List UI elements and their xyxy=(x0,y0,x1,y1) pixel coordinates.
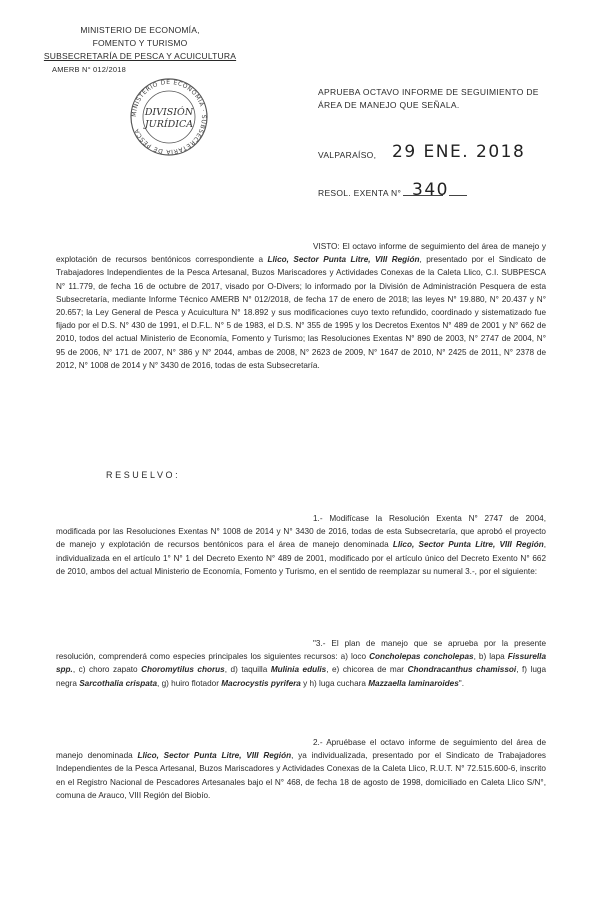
place-label: VALPARAÍSO, xyxy=(318,150,377,160)
number-blank-2 xyxy=(449,195,467,196)
division-juridica-seal xyxy=(128,76,210,158)
seal-ring-text: MINISTERIO DE ECONOMÍA · SUBSECRETARÍA DE PESCA xyxy=(130,78,208,156)
resolution-label: RESOL. EXENTA N° xyxy=(318,188,402,198)
seal-text-juridica: JURÍDICA xyxy=(144,119,194,130)
area-name: Llico, Sector Punta Litre, VIII Región xyxy=(267,255,420,265)
amerb-reference: AMERB N° 012/2018 xyxy=(52,65,126,74)
species-name: Concholepas concholepas xyxy=(369,652,474,662)
visto-paragraph: VISTO: El octavo informe de seguimiento del área de manejo y explotación de recursos bentónicos correspondiente a Llico, Sector Punta Litre, VIII Región, presentado por el Sindicato de Trabajadores Independientes de la Pesca Artesanal, Buzos Mariscadores y Actividades Conexas de la Caleta Llico, C.I. SUBPESCA N° 11.779, de fecha 16 de octubre de 2017, visado por O-Divers; lo informado por la División de Administración Pesquera de esta Subsecretaría, mediante Informe Técnico AMERB N° 012/2018, de fecha 17 de enero de 2018; las leyes N° 19.880, N° 20.437 y N° 20.657; la Ley General de Pesca y Acuicultura N° 18.892 y sus modificaciones cuyo texto refundido, coordinado y sistematizado fue fijado por el D.S. N° 430 de 1991, el D.F.L. N° 5 de 1983, el D.S. N° 355 de 1995 y los Decretos Exentos N° 489 de 2001 y N° 662 de 2010, todos del actual Ministerio de Economía, Fomento y Turismo; las Resoluciones Exentas N° 890 de 2003, N° 2747 de 2004, N° 95 de 2006, N° 171 de 2007, N° 386 y N° 2044, ambas de 2008, N° 2623 de 2009, N° 1647 de 2010, N° 2425 de 2011, N° 2378 de 2012, N° 1008 de 2014 y N° 3430 de 2016, todas de esta Subsecretaría. xyxy=(56,242,546,370)
species-name: Mulinia edulis xyxy=(270,665,327,675)
letterhead xyxy=(30,24,250,76)
species-name: Sarcothalia crispata xyxy=(79,678,158,688)
species-name: Chondracanthus chamissoi xyxy=(407,665,517,675)
seal-text-division: DIVISIÓN xyxy=(144,107,194,118)
species-name: Macrocystis pyrifera xyxy=(221,678,301,688)
resolution-number: 340 xyxy=(412,180,449,200)
species-name: Fissurella spp. xyxy=(56,652,547,675)
quoted-numeral-3: "3.- El plan de manejo que se aprueba por la presente resolución, comprenderá como especies principales los siguientes recursos: a) loco Concholepas concholepas, b) lapa Fissurella spp., c) choro zapato Choromytilus chorus, d) taquilla Mulinia edulis, e) chicorea de mar Chondracanthus chamissoi, f) luga negra Sarcothalia crispata, g) huiro flotador Macrocystis pyrifera y h) luga cuchara Mazzaella laminaroides". xyxy=(56,639,547,688)
area-name: Llico, Sector Punta Litre, VIII Región xyxy=(137,751,292,761)
ministry-subline: FOMENTO Y TURISMO xyxy=(92,38,188,48)
resolution-subject: APRUEBA OCTAVO INFORME DE SEGUIMIENTO DE ÁREA DE MANEJO QUE SEÑALA. xyxy=(318,87,539,110)
species-name: Mazzaella laminaroides xyxy=(368,678,459,688)
resuelvo-heading: RESUELVO: xyxy=(106,470,181,480)
ministry-line: MINISTERIO DE ECONOMÍA, xyxy=(80,25,200,35)
resolution-point-1: 1.- Modifícase la Resolución Exenta N° 2747 de 2004, modificada por las Resoluciones Exentas N° 1008 de 2014 y N° 3430 de 2016, todas de esta Subsecretaría, que aprobó el proyecto de manejo y explotación de recursos bentónicos para el área de manejo denominada Llico, Sector Punta Litre, VIII Región, individualizada en el artículo 1° N° 1 del Decreto Exento N° 489 de 2001, modificado por el artículo único del Decreto Exento N° 662 de 2010, ambos del actual Ministerio de Economía, Fomento y Turismo, en el sentido de reemplazar su numeral 3.-, por el siguiente: xyxy=(56,514,547,576)
species-name: Choromytilus chorus xyxy=(141,665,225,675)
area-name: Llico, Sector Punta Litre, VIII Región xyxy=(392,540,544,550)
subsecretaria-line: SUBSECRETARÍA DE PESCA Y ACUICULTURA xyxy=(43,51,237,61)
resolution-point-2: 2.- Apruébase el octavo informe de seguimiento del área de manejo denominada Llico, Sector Punta Litre, VIII Región, ya individualizada, presentado por el Sindicato de Trabajadores Independientes de la Pesca Artesanal, Buzos Mariscadores y Actividades Conexas de la Caleta Llico, R.U.T. N° 72.515.600-6, inscrito en el Registro Nacional de Pescadores Artesanales bajo el N° 468, de fecha 18 de agosto de 1998, domiciliado en Caleta Llico S/N°, comuna de Arauco, VIII Región del Biobío. xyxy=(56,738,547,800)
date-stamp: 29 ENE. 2018 xyxy=(392,142,526,162)
